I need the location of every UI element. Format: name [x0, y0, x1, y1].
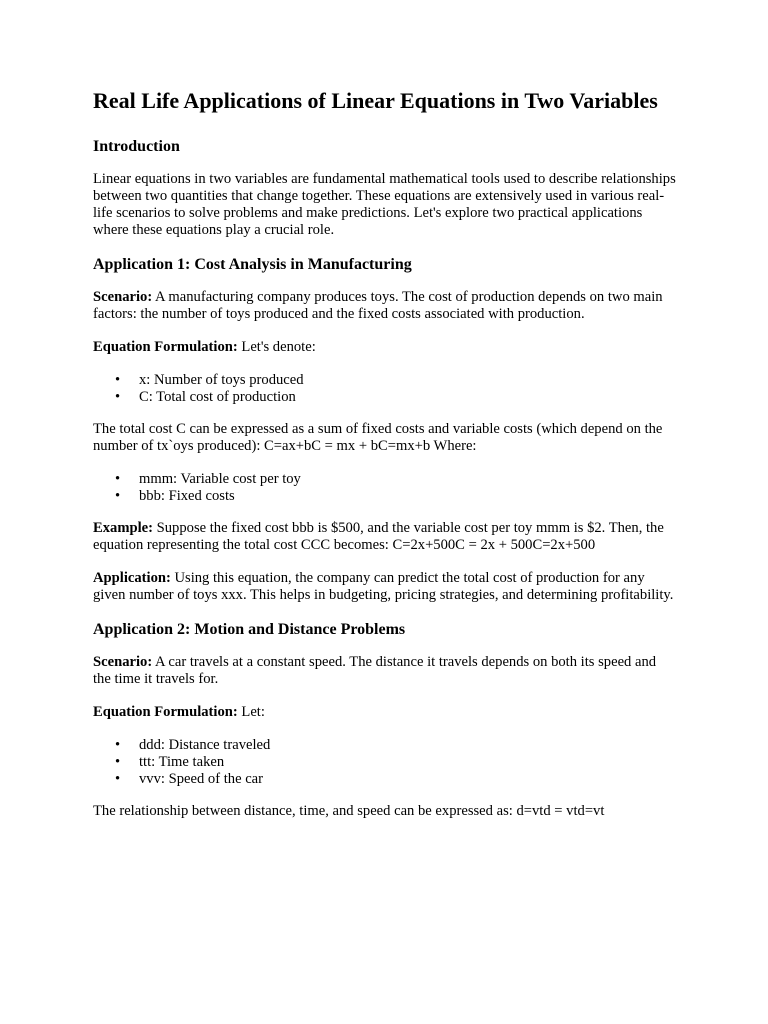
application-1-heading: Application 1: Cost Analysis in Manufacturing: [93, 256, 412, 273]
app1-application-label: Application:: [93, 570, 171, 586]
app2-formulation-text: Let:: [237, 704, 265, 720]
list-item: [93, 754, 676, 771]
app1-scenario-text: A manufacturing company produces toys. The cost of production depends on two main factors: the number of toys produced and the fixed costs associated with production.: [93, 289, 663, 322]
list-item-text: vvv: Speed of the car: [139, 771, 264, 787]
app1-formulation-paragraph: [93, 339, 676, 356]
app2-variables-list: [93, 737, 676, 788]
list-item-text: mmm: Variable cost per toy: [139, 471, 301, 487]
app1-example-label: Example:: [93, 520, 153, 536]
list-item: [93, 372, 676, 389]
app1-application-paragraph: [93, 570, 676, 604]
bullet-icon: •: [115, 389, 121, 405]
list-item-text: ddd: Distance traveled: [139, 737, 271, 753]
app1-scenario-paragraph: [93, 289, 676, 323]
app1-variables-list: [93, 372, 676, 406]
app2-formulation-label: Equation Formulation:: [93, 704, 238, 720]
app1-parameters-list: [93, 471, 676, 505]
app2-relationship-paragraph: The relationship between distance, time, and speed can be expressed as: d=vtd = vtd=vt: [93, 803, 605, 819]
app1-scenario-label: Scenario:: [93, 289, 153, 305]
app2-scenario-text: A car travels at a constant speed. The distance it travels depends on both its speed and the time it travels for.: [93, 654, 657, 687]
app2-scenario-paragraph: [93, 654, 676, 688]
app2-formulation-paragraph: [93, 704, 676, 721]
list-item: [93, 737, 676, 754]
list-item-text: ttt: Time taken: [139, 754, 225, 770]
app1-total-cost-paragraph: The total cost C can be expressed as a sum of fixed costs and variable costs (which depend on the number of tx`oys produced): C=ax+bC = mx + bC=mx+b Where:: [93, 421, 663, 454]
list-item-text: C: Total cost of production: [139, 389, 296, 405]
bullet-icon: •: [115, 471, 121, 487]
list-item-text: bbb: Fixed costs: [139, 488, 235, 504]
bullet-icon: •: [115, 372, 121, 388]
list-item: [93, 771, 676, 788]
list-item: [93, 488, 676, 505]
application-2-heading: Application 2: Motion and Distance Problems: [93, 621, 406, 638]
intro-paragraph: Linear equations in two variables are fundamental mathematical tools used to describe relationships between two quantities that change together. These equations are extensively used in various real-life scenarios to solve problems and make predictions. Let's explore two practical applications where these equations play a crucial role.: [93, 171, 676, 238]
app2-scenario-label: Scenario:: [93, 654, 153, 670]
app1-application-text: Using this equation, the company can predict the total cost of production for any given number of toys xxx. This helps in budgeting, pricing strategies, and determining profitability.: [93, 570, 674, 603]
app1-formulation-text: Let's denote:: [237, 339, 316, 355]
bullet-icon: •: [115, 771, 121, 787]
list-item: [93, 389, 676, 406]
app1-formulation-label: Equation Formulation:: [93, 339, 238, 355]
page-title: Real Life Applications of Linear Equations in Two Variables: [93, 88, 658, 113]
bullet-icon: •: [115, 754, 121, 770]
bullet-icon: •: [115, 737, 121, 753]
list-item-text: x: Number of toys produced: [139, 372, 304, 388]
list-item: [93, 471, 676, 488]
intro-heading: Introduction: [93, 138, 180, 155]
app1-example-paragraph: [93, 520, 676, 554]
app1-example-text: Suppose the fixed cost bbb is $500, and the variable cost per toy mmm is $2. Then, the equation representing the total cost CCC becomes: C=2x+500C = 2x + 500C=2x+500: [93, 520, 664, 553]
bullet-icon: •: [115, 488, 121, 504]
